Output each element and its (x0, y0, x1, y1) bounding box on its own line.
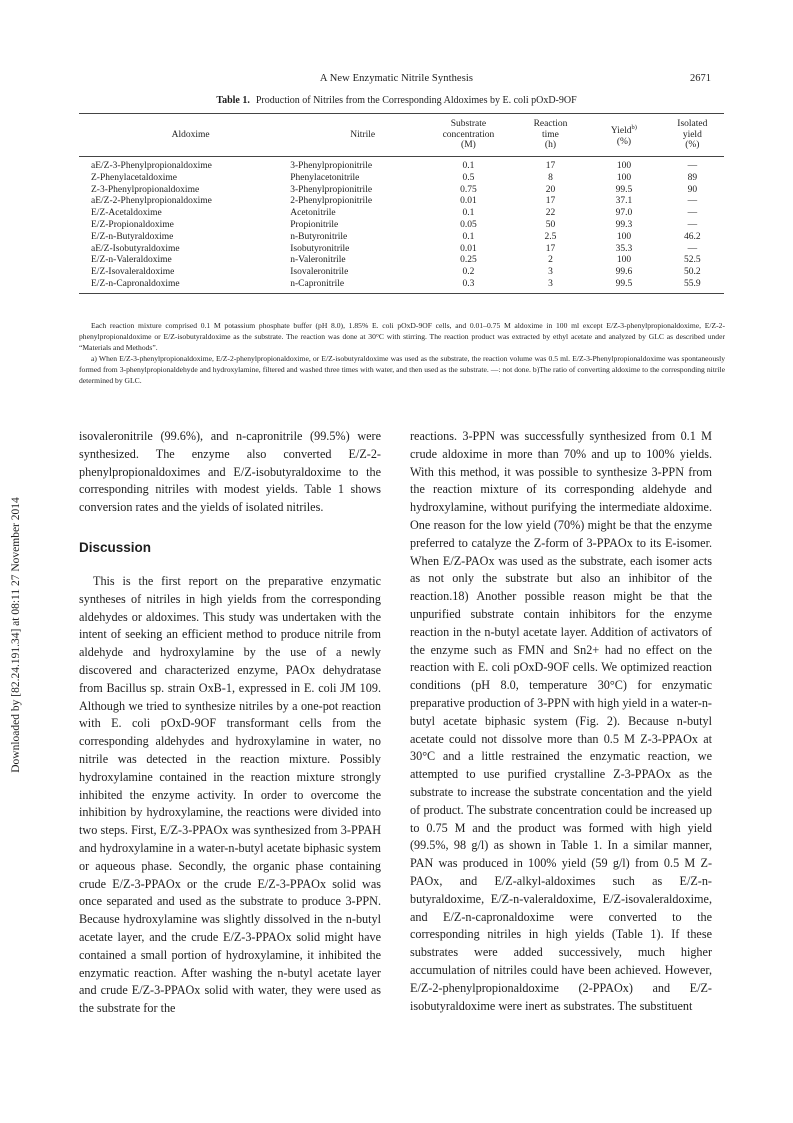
running-title: A New Enzymatic Nitrile Synthesis (319, 73, 474, 84)
left-column (79, 428, 381, 1018)
cell-isolated: 46.2 (684, 231, 701, 242)
cell-isolated: 55.9 (661, 279, 724, 293)
cell-isolated: 90 (687, 184, 698, 195)
header-isolated-line: yield (682, 129, 702, 140)
cell-aldoxime: Z-Phenylacetaldoxime (91, 172, 177, 183)
cell-substrate: 0.1 (462, 208, 475, 219)
cell-substrate: 0.01 (460, 243, 477, 254)
table-row (79, 173, 724, 185)
cell-substrate: 0.3 (435, 279, 514, 293)
header-yield-line: (%) (616, 136, 632, 147)
cell-nitrile: n-Valeronitrile (290, 255, 346, 266)
cell-yield: 100 (616, 161, 632, 171)
right-column (410, 428, 712, 1015)
cell-time: 22 (545, 208, 556, 219)
cell-nitrile: Isovaleronitrile (290, 267, 349, 278)
table-footnotes (79, 320, 725, 386)
cell-isolated: — (687, 243, 698, 254)
cell-isolated: 89 (687, 172, 698, 183)
cell-nitrile: 3-Phenylpropionitrile (290, 184, 373, 195)
cell-time: 17 (545, 196, 556, 207)
header-yield-line: Yield (610, 126, 632, 137)
cell-substrate: 0.1 (462, 161, 475, 171)
header-substrate-line: Substrate (450, 119, 487, 130)
cell-aldoxime: aE/Z-Isobutyraldoxime (91, 243, 180, 254)
cell-yield: 100 (616, 255, 632, 266)
header-yield-sup: b) (631, 123, 637, 131)
cell-nitrile: Acetonitrile (290, 208, 336, 219)
cell-substrate: 0.75 (460, 184, 477, 195)
cell-isolated: — (687, 219, 698, 230)
cell-aldoxime: aE/Z-3-Phenylpropionaldoxime (91, 161, 212, 171)
cell-substrate: 0.5 (462, 172, 475, 183)
cell-substrate: 0.1 (462, 231, 475, 242)
cell-time: 3 (548, 267, 553, 278)
header-time-line: time (542, 129, 559, 140)
cell-aldoxime: Z-3-Phenylpropionaldoxime (91, 184, 200, 195)
header-substrate-line: (M) (461, 140, 476, 151)
table-row (79, 255, 724, 267)
header-yield (587, 114, 660, 157)
cell-time: 8 (548, 172, 553, 183)
cell-yield: 99.3 (615, 219, 633, 230)
cell-yield: 100 (616, 172, 632, 183)
footnote-a: a) When E/Z-3-phenylpropionaldoxime, E/Z-2-phenylpropionaldoxime, or E/Z-isobutyraldoxime was used as the substrate, the reaction volume was 0.5 ml. E/Z-3-Phenylpropionaldoxime was spontaneously formed from 3-phenylpropionaldehyde and hydroxylamine, filtered and washed three times with water, and then used as the substrate. —: not done. b)The ratio of converting aldoxime to the corresponding nitrile determined by GLC. (79, 354, 725, 385)
header-substrate (435, 114, 514, 157)
cell-yield: 97.0 (615, 208, 633, 219)
cell-aldoxime: E/Z-n-Capronaldoxime (79, 279, 290, 293)
discussion-paragraph: This is the first report on the preparative enzymatic syntheses of nitriles in high yields from the corresponding aldehydes or aldoximes. This study was undertaken with the intent of seeking an efficient method to produce nitrile from aldehyde and hydroxylamine by the use of a newly discovered and characterized enzyme, PAOx dehydratase from Bacillus sp. strain OxB-1, expressed in E. coli JM 109. Although we tried to synthesize nitriles by a one-pot reaction with E. coli pOxD-9OF transformant cells from the corresponding aldehydes and hydroxylamine in water, no nitrile was detected in the reaction mixture. Possibly hydroxylamine contained in the reaction mixture strongly inhibited the enzyme activity. In order to overcome the inhibition by hydroxylamine, the reactions were divided into two steps. First, E/Z-3-PPAOx was synthesized from 3-PPAH and hydroxylamine in a water-n-butyl acetate biphasic system or aqueous phase. Secondly, the organic phase containing crude E/Z-3-PPAOx or the crude E/Z-3-PPAOx solid was once separated and used as the substrate to produce 3-PPN. Because hydroxylamine was slightly dissolved in the n-butyl acetate layer, and the crude E/Z-3-PPAOx solid might have contained a small portion of hydroxylamine, it inhibited the enzymatic reaction. After washing the n-butyl acetate layer and crude E/Z-3-PPAOx solid with water, they were used as the substrate for the (79, 573, 381, 1016)
table-row (79, 157, 724, 173)
table-row (79, 267, 724, 279)
header-aldoxime: Aldoxime (79, 114, 290, 157)
cell-yield: 100 (616, 231, 632, 242)
header-time-line: (h) (544, 140, 556, 151)
download-watermark: Downloaded by [82.24.191.34] at 08:11 27 November 2014 (10, 497, 22, 773)
header-time-line: Reaction (533, 119, 568, 130)
cell-nitrile: 3-Phenylpropionitrile (290, 161, 373, 171)
cell-yield: 35.3 (615, 243, 633, 254)
table-header-row (79, 114, 724, 157)
header-isolated-line: (%) (685, 140, 700, 151)
cell-aldoxime: E/Z-n-Valeraldoxime (91, 255, 172, 266)
header-isolated-line: Isolated (677, 119, 708, 130)
cell-yield: 99.5 (615, 184, 633, 195)
cell-yield: 99.5 (587, 279, 660, 293)
cell-yield: 37.1 (615, 196, 633, 207)
cell-time: 17 (545, 161, 556, 171)
nitrile-production-table (79, 113, 724, 294)
discussion-paragraph-continued: reactions. 3-PPN was successfully synthesized from 0.1 M crude aldoxime in more than 70% and up to 100% yields. With this method, it was possible to synthesize 3-PPN from the reaction mixture of its corresponding aldehyde and hydroxylamine, without purifying the intermediate aldoxime. One reason for the low yield (70%) might be that the enzyme preferred to catalyze the Z-form of 3-PPAOx to its E-isomer. When E/Z-PAOx was used as the substrate, each isomer acts as not only the substrate but also an inhibitor of the reaction.18) Another possible reason might be that the unpurified substrate contain inhibitors for the enzyme reaction in the n-butyl acetate layer. Addition of activators of the enzyme such as FMN and Sn2+ had no effect on the reaction with E. coli pOxD-9OF cells. We optimized reaction conditions (pH 8.0, temperature 30°C) for enzymatic preparative production of 3-PPN with high yield in a water-n-butyl acetate biphasic system (Fig. 2). Because n-butyl acetate could not dissolve more than 0.5 M Z-3-PPAOx at 30°C and a little restrained the enzymatic reaction, we attempted to use purified crystalline Z-3-PPAOx as the substrate to increase the substrate concentation and the yield of product. The substrate concentration could be increased up to 0.75 M and the product was formed with high yield (99.5%, 98 g/l) as shown in Table 1. In a similar manner, PAN was produced in 100% yield (59 g/l) from 0.5 M Z-PAOx, and E/Z-alkyl-aldoximes such as E/Z-n-butyraldoxime, E/Z-n-valeraldoxime, E/Z-isovaleraldoxime, and E/Z-n-capronaldoxime were converted to the corresponding nitriles in high yields (Table 1). If these substrates were added successively, much higher accumulation of nitriles could have been achieved. However, E/Z-2-phenylpropionaldoxime (2-PPAOx) and E/Z-isobutyraldoxime were inert as substrates. The substituent (410, 429, 712, 1013)
cell-isolated: 52.5 (684, 255, 701, 266)
header-nitrile: Nitrile (290, 114, 435, 157)
cell-substrate: 0.01 (460, 196, 477, 207)
table-row (79, 279, 724, 293)
section-heading: Discussion (79, 539, 152, 555)
cell-isolated: — (687, 208, 698, 219)
results-paragraph-end: isovaleronitrile (99.6%), and n-capronitrile (99.5%) were synthesized. The enzyme also converted E/Z-2-phenylpropionaldoximes and E/Z-isobutyraldoxime to the corresponding nitriles with modest yields. Table 1 shows conversion rates and the yields of isolated nitriles. (79, 429, 381, 515)
cell-nitrile: Phenylacetonitrile (290, 172, 360, 183)
cell-nitrile: Isobutyronitrile (290, 243, 350, 254)
cell-aldoxime: E/Z-n-Butyraldoxime (91, 231, 174, 242)
cell-substrate: 0.05 (460, 219, 477, 230)
header-substrate-line: concentration (442, 129, 495, 140)
cell-time: 17 (545, 243, 556, 254)
cell-substrate: 0.2 (462, 267, 475, 278)
table-label: Table 1. (216, 95, 250, 106)
page-number: 2671 (690, 73, 711, 84)
table-caption-text: Production of Nitriles from the Corresponding Aldoximes by E. coli pOxD-9OF (255, 95, 577, 106)
cell-time: 20 (545, 184, 556, 195)
table-row (79, 232, 724, 244)
footnote-general: Each reaction mixture comprised 0.1 M potassium phosphate buffer (pH 8.0), 1.85% E. coli pOxD-9OF cells, and 0.01–0.75 M aldoxime in 100 ml except E/Z-3-phenylpropionaldoxime, E/Z-2-phenylpropionaldoxime or E/Z-isobutyraldoxime as the substrate. The reaction was done at 30°C with stirring. The reaction product was extracted by ethyl acetate and analyzed by GLC as described under “Materials and Methods”. (79, 321, 725, 352)
cell-yield: 99.6 (615, 267, 633, 278)
cell-aldoxime: E/Z-Acetaldoxime (91, 208, 162, 219)
cell-nitrile: n-Capronitrile (290, 279, 435, 293)
cell-nitrile: 2-Phenylpropionitrile (290, 196, 373, 207)
table-row (79, 244, 724, 256)
table-caption (0, 95, 793, 106)
cell-time: 2 (548, 255, 553, 266)
table-row (79, 220, 724, 232)
cell-aldoxime: E/Z-Isovaleraldoxime (91, 267, 175, 278)
cell-time: 2.5 (544, 231, 557, 242)
cell-nitrile: Propionitrile (290, 219, 339, 230)
cell-time: 50 (545, 219, 556, 230)
header-isolated (661, 114, 724, 157)
cell-isolated: — (687, 196, 698, 207)
cell-isolated: — (687, 161, 698, 171)
table-row (79, 185, 724, 197)
cell-time: 3 (514, 279, 587, 293)
table-row (79, 208, 724, 220)
header-time (514, 114, 587, 157)
cell-aldoxime: E/Z-Propionaldoxime (91, 219, 174, 230)
cell-aldoxime: aE/Z-2-Phenylpropionaldoxime (91, 196, 212, 207)
table-row (79, 196, 724, 208)
cell-nitrile: n-Butyronitrile (290, 231, 348, 242)
cell-substrate: 0.25 (460, 255, 477, 266)
cell-isolated: 50.2 (684, 267, 701, 278)
